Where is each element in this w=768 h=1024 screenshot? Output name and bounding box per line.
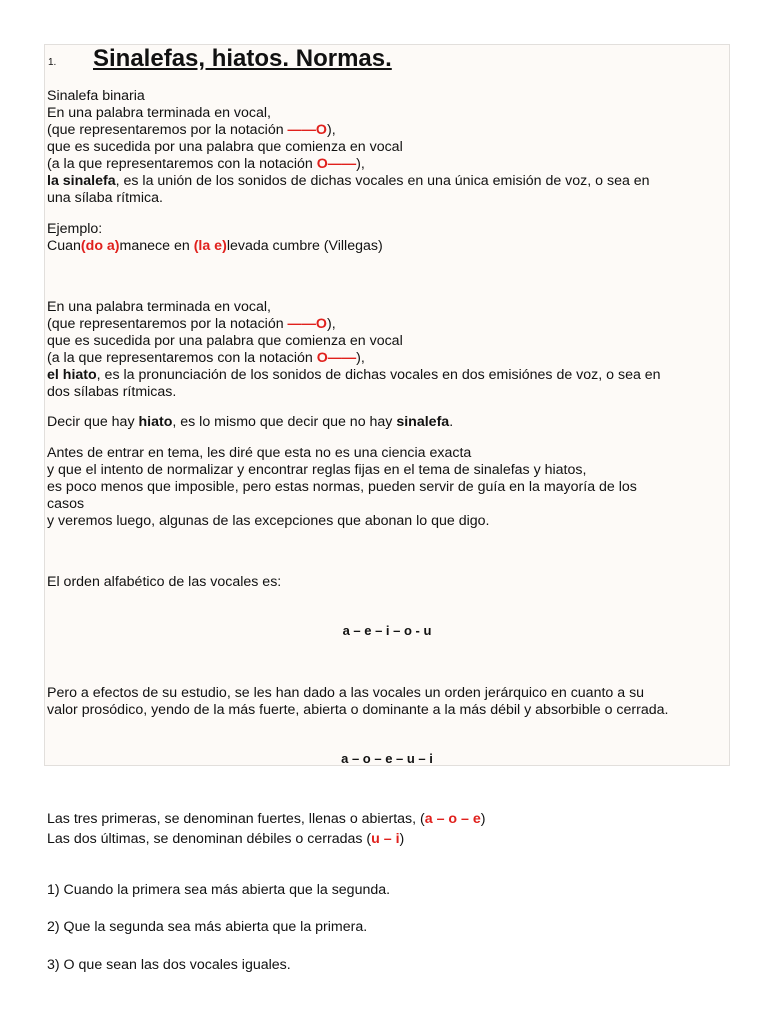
vowel-order-alphabetic: a – e – i – o - u bbox=[342, 623, 432, 638]
page-title: Sinalefas, hiatos. Normas. bbox=[93, 45, 392, 72]
notation-mark: O—— bbox=[316, 350, 357, 366]
text-line: dos sílabas rítmicas. bbox=[47, 384, 177, 400]
text-line: valor prosódico, yendo de la más fuerte, abierta o dominante a la más débil y absorbible o cerrada. bbox=[47, 702, 669, 718]
text-line: Las dos últimas, se denominan débiles o cerradas (u – i) bbox=[47, 831, 405, 847]
example-label: Ejemplo: bbox=[47, 221, 103, 237]
example-line: Cuan(do a)manece en (la e)levada cumbre (Villegas) bbox=[47, 238, 383, 254]
sinalefa-highlight: (la e) bbox=[193, 238, 227, 254]
weak-vowels: u – i bbox=[371, 831, 400, 847]
text-line: (que representaremos por la notación ——O), bbox=[47, 316, 336, 332]
text-line: En una palabra terminada en vocal, bbox=[47, 299, 271, 315]
text-line: que es sucedida por una palabra que comienza en vocal bbox=[47, 333, 403, 349]
text-line: casos bbox=[47, 496, 85, 512]
definition-line: la sinalefa, es la unión de los sonidos de dichas vocales en una única emisión de voz, o sea en bbox=[47, 173, 650, 189]
notation-mark: ——O bbox=[287, 122, 327, 138]
sinalefa-heading: Sinalefa binaria bbox=[47, 88, 145, 104]
text-line: Pero a efectos de su estudio, se les han dado a las vocales un orden jerárquico en cuanto a su bbox=[47, 685, 645, 701]
rule-item: 3) O que sean las dos vocales iguales. bbox=[47, 957, 291, 973]
text-line: y que el intento de normalizar y encontrar reglas fijas en el tema de sinalefas y hiatos, bbox=[47, 462, 587, 478]
text-line: El orden alfabético de las vocales es: bbox=[47, 574, 282, 590]
text-line: una sílaba rítmica. bbox=[47, 190, 163, 206]
text-line: En una palabra terminada en vocal, bbox=[47, 105, 271, 121]
statement-line: Decir que hay hiato, es lo mismo que decir que no hay sinalefa. bbox=[47, 414, 454, 430]
text-line: (que representaremos por la notación ——O), bbox=[47, 122, 336, 138]
text-line: Las tres primeras, se denominan fuertes, llenas o abiertas, (a – o – e) bbox=[47, 811, 486, 827]
definition-line: el hiato, es la pronunciación de los sonidos de dichas vocales en dos emisiónes de voz, o sea en bbox=[47, 367, 661, 383]
text-line: y veremos luego, algunas de las excepciones que abonan lo que digo. bbox=[47, 513, 490, 529]
text-line: Antes de entrar en tema, les diré que esta no es una ciencia exacta bbox=[47, 445, 472, 461]
text-line: es poco menos que imposible, pero estas normas, pueden servir de guía en la mayoría de los bbox=[47, 479, 637, 495]
strong-vowels: a – o – e bbox=[424, 811, 481, 827]
text-line: que es sucedida por una palabra que comienza en vocal bbox=[47, 139, 403, 155]
section-number: 1. bbox=[48, 57, 57, 68]
notation-mark: ——O bbox=[287, 316, 327, 332]
vowel-order-hierarchical: a – o – e – u – i bbox=[341, 751, 433, 766]
text-line: (a la que representaremos con la notación O——), bbox=[47, 350, 365, 366]
rule-item: 1) Cuando la primera sea más abierta que la segunda. bbox=[47, 882, 391, 898]
notation-mark: O—— bbox=[316, 156, 357, 172]
sinalefa-highlight: (do a) bbox=[80, 238, 120, 254]
rule-item: 2) Que la segunda sea más abierta que la primera. bbox=[47, 919, 368, 935]
text-line: (a la que representaremos con la notación O——), bbox=[47, 156, 365, 172]
